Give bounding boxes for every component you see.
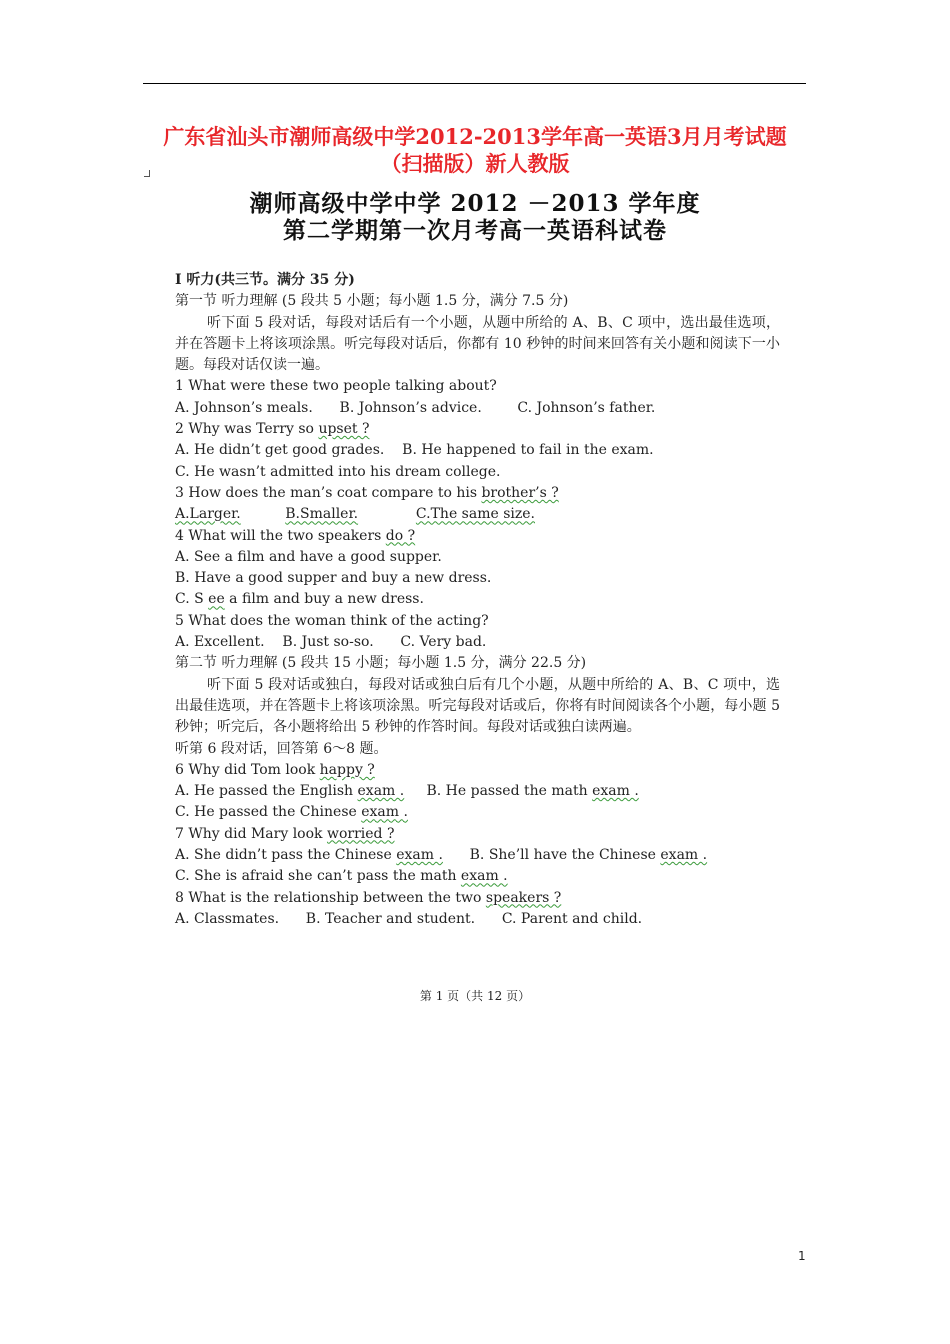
option-b: B. She’ll have the Chinese bbox=[469, 847, 661, 864]
option-b: B. Johnson’s advice. bbox=[339, 399, 482, 416]
part1-heading: 第一节 听力理解 (5 段共 5 小题；每小题 1.5 分，满分 7.5 分) bbox=[175, 293, 569, 310]
option-a: A. He passed the English bbox=[175, 783, 358, 800]
option-c bbox=[175, 802, 780, 823]
option-b: B. Just so-so. bbox=[282, 634, 374, 651]
option-a: A. See a film and have a good supper. bbox=[175, 548, 442, 565]
question-3-options bbox=[175, 504, 780, 525]
question-7 bbox=[175, 824, 780, 845]
option-text: a film and buy a new dress. bbox=[224, 591, 424, 608]
question-5: 5 What does the woman think of the acting? bbox=[175, 612, 489, 629]
spellcheck-word: worried ? bbox=[326, 825, 395, 842]
option-b: B. Have a good supper and buy a new dress. bbox=[175, 570, 492, 587]
spellcheck-word: exam . bbox=[361, 804, 408, 821]
question-2-options-ab bbox=[175, 440, 780, 461]
option-c: C.The same size. bbox=[415, 506, 535, 523]
spellcheck-word: exam . bbox=[396, 847, 443, 864]
exam-content bbox=[175, 270, 780, 930]
exam-title-line1: 潮师高级中学中学 2012 －2013 学年度 bbox=[249, 190, 701, 217]
spellcheck-word: speakers ? bbox=[485, 889, 562, 906]
spellcheck-word: happy ? bbox=[319, 761, 375, 778]
question-4 bbox=[175, 526, 780, 547]
question-text: 3 How does the man’s coat compare to his bbox=[175, 484, 482, 501]
option-a: A. Johnson’s meals. bbox=[175, 399, 313, 416]
spellcheck-word: brother’s ? bbox=[481, 484, 559, 501]
part2-heading: 第二节 听力理解 (5 段共 15 小题；每小题 1.5 分，满分 22.5 分) bbox=[175, 655, 587, 672]
option-b: B.Smaller. bbox=[285, 506, 359, 523]
document-title-line2: （扫描版）新人教版 bbox=[380, 151, 570, 176]
spellcheck-word: exam . bbox=[592, 783, 639, 800]
document-title-line1: 广东省汕头市潮师高级中学2012-2013学年高一英语3月月考试题 bbox=[163, 124, 787, 149]
option-c bbox=[175, 589, 780, 610]
option-a: A. He didn’t get good grades. bbox=[175, 442, 385, 459]
question-3 bbox=[175, 483, 780, 504]
option-a: A.Larger. bbox=[175, 506, 241, 523]
question-1-options bbox=[175, 398, 780, 419]
header-rule bbox=[143, 83, 806, 84]
spellcheck-word: ee bbox=[208, 591, 225, 608]
option-c bbox=[175, 866, 780, 887]
page-number: 1 bbox=[798, 1249, 806, 1263]
option-a: A. She didn’t pass the Chinese bbox=[175, 847, 397, 864]
option-text: C. He passed the Chinese bbox=[175, 804, 362, 821]
part2-instructions: 听下面 5 段对话或独白，每段对话或独白后有几个小题，从题中所给的 A、B、C 项中，选出最佳选项，并在答题卡上将该项涂黑。听完每段对话或后，你将有时间阅读各个小题，每小题 5 秒钟；听完后，各小题将给出 5 秒钟的作答时间。每段对话或独白读两遍。 bbox=[175, 676, 780, 736]
scan-page-indicator: 第 1 页（共 12 页） bbox=[419, 989, 531, 1003]
question-text: 6 Why did Tom look bbox=[175, 761, 320, 778]
option-a: A. Classmates. bbox=[175, 910, 280, 927]
spellcheck-word: exam . bbox=[357, 783, 405, 800]
question-7-options-ab bbox=[175, 845, 780, 866]
question-6-options-ab bbox=[175, 781, 780, 802]
dialog-6-instruction: 听第 6 段对话，回答第 6～8 题。 bbox=[175, 740, 388, 757]
option-b: B. He passed the math bbox=[426, 783, 593, 800]
option-b: B. He happened to fail in the exam. bbox=[402, 442, 654, 459]
question-5-options bbox=[175, 632, 780, 653]
option-text: C. S bbox=[175, 591, 209, 608]
paragraph-mark bbox=[144, 170, 150, 177]
question-8 bbox=[175, 888, 780, 909]
question-text: 4 What will the two speakers bbox=[175, 527, 386, 544]
question-1: 1 What were these two people talking about? bbox=[175, 378, 497, 395]
question-text: 2 Why was Terry so bbox=[175, 421, 319, 438]
option-c: C. Parent and child. bbox=[501, 910, 643, 927]
question-text: 7 Why did Mary look bbox=[175, 825, 327, 842]
question-6 bbox=[175, 760, 780, 781]
option-c: C. He wasn’t admitted into his dream college. bbox=[175, 463, 501, 480]
section-heading: Ⅰ 听力(共三节。满分 35 分) bbox=[175, 272, 355, 288]
part1-instructions: 听下面 5 段对话，每段对话后有一个小题，从题中所给的 A、B、C 项中，选出最佳选项，并在答题卡上将该项涂黑。听完每段对话后，你都有 10 秒钟的时间来回答有关小题和阅读下一小题。每段对话仅读一遍。 bbox=[175, 314, 780, 374]
spellcheck-word: upset ? bbox=[318, 421, 370, 438]
spellcheck-word: exam . bbox=[460, 868, 508, 885]
exam-title bbox=[140, 190, 810, 244]
option-b: B. Teacher and student. bbox=[305, 910, 476, 927]
question-text: 8 What is the relationship between the two bbox=[175, 889, 486, 906]
exam-title-line2: 第二学期第一次月考高一英语科试卷 bbox=[283, 217, 667, 244]
spellcheck-word: exam . bbox=[660, 847, 708, 864]
option-c: C. Very bad. bbox=[400, 634, 487, 651]
question-8-options bbox=[175, 909, 780, 930]
option-c: C. Johnson’s father. bbox=[517, 399, 656, 416]
spellcheck-word: do ? bbox=[385, 527, 416, 544]
question-2 bbox=[175, 419, 780, 440]
document-title bbox=[120, 123, 830, 177]
option-text: C. She is afraid she can’t pass the math bbox=[175, 868, 461, 885]
option-a: A. Excellent. bbox=[175, 634, 265, 651]
